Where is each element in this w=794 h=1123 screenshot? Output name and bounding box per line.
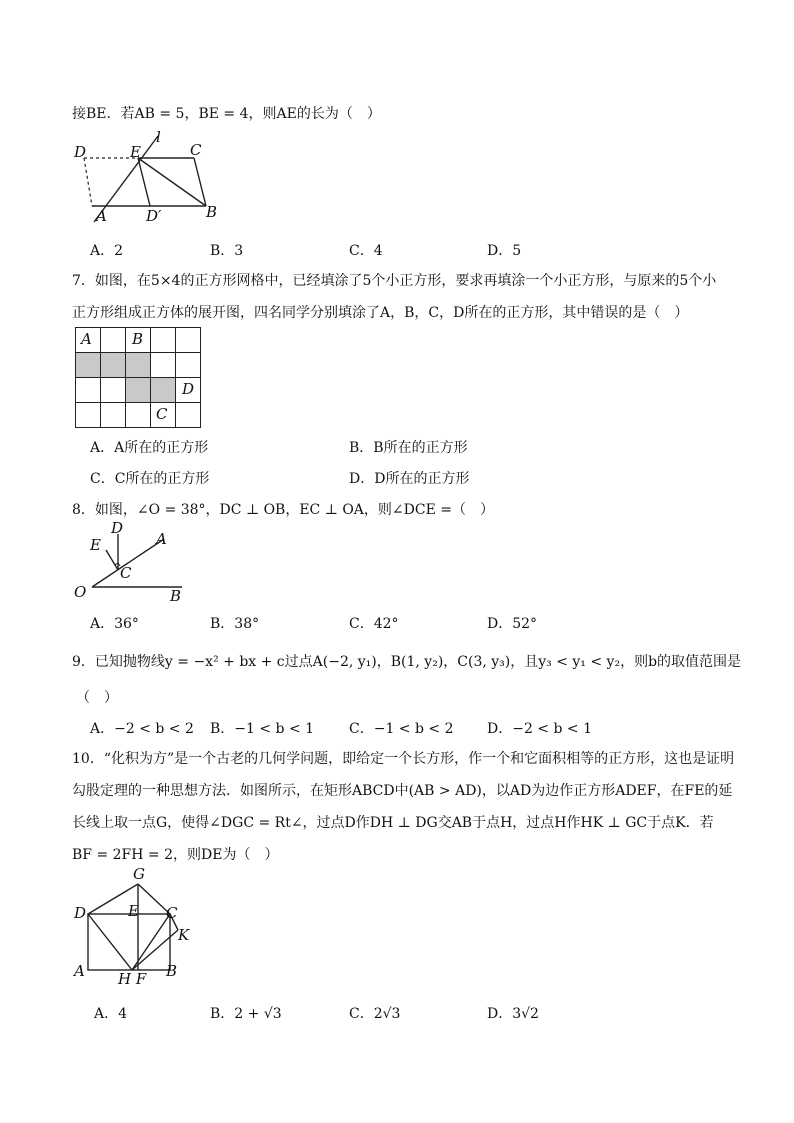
q10-label-D: D <box>74 904 87 922</box>
q7-option-d[interactable]: D．D所在的正方形 <box>349 471 470 487</box>
q6-option-a[interactable]: A．2 <box>90 243 124 259</box>
q8-figure <box>70 522 190 604</box>
q8-label-E: E <box>90 536 101 554</box>
grid-cell-shaded <box>100 352 126 378</box>
q9-option-d[interactable]: D．−2 < b < 1 <box>487 721 592 737</box>
grid-label-A: A <box>81 330 92 348</box>
q6-option-b[interactable]: B．3 <box>210 243 244 259</box>
q6-stem: 接BE．若AB = 5，BE = 4，则AE的长为（ ） <box>72 106 381 122</box>
grid-cell <box>150 327 176 353</box>
grid-label-D: D <box>182 380 195 398</box>
grid-cell <box>75 377 101 403</box>
q10-label-A: A <box>74 962 85 980</box>
q6-label-D: D <box>74 143 87 161</box>
q8-label-B: B <box>170 587 182 604</box>
grid-cell <box>100 377 126 403</box>
q6-label-A: A <box>96 207 107 225</box>
grid-label-C: C <box>156 405 168 423</box>
q6-label-B: B <box>206 203 218 221</box>
q8-line-EC <box>106 550 118 570</box>
q8-label-C: C <box>120 564 132 582</box>
q10-label-K: K <box>178 926 190 944</box>
grid-cell <box>175 352 201 378</box>
q10-option-d[interactable]: D．3√2 <box>487 1006 539 1022</box>
grid-cell <box>175 327 201 353</box>
q9-stem: 9．已知抛物线y = −x² + bx + c过点A(−2, y₁)，B(1, y₂)，C(3, y₃)，且y₃ < y₁ < y₂，则b的取值范围是 <box>72 654 742 670</box>
grid-label-B: B <box>132 330 144 348</box>
q10-stem-line4: BF = 2FH = 2，则DE为（ ） <box>72 847 279 863</box>
q10-option-c[interactable]: C．2√3 <box>349 1006 401 1022</box>
q8-option-b[interactable]: B．38° <box>210 616 260 632</box>
q10-option-b[interactable]: B．2 + √3 <box>210 1006 282 1022</box>
q7-option-a[interactable]: A．A所在的正方形 <box>90 440 209 456</box>
grid-cell-shaded <box>125 352 151 378</box>
q6-label-l: l <box>156 128 161 146</box>
q7-stem-line1: 7．如图，在5×4的正方形网格中，已经填涂了5个小正方形，要求再填涂一个小正方形，与原来的5个小 <box>72 273 717 289</box>
grid-cell <box>150 352 176 378</box>
q7-grid <box>75 327 201 427</box>
q9-option-a[interactable]: A．−2 < b < 2 <box>90 721 194 737</box>
q6-label-D2: D′ <box>146 207 162 225</box>
q10-line-DH <box>88 914 132 970</box>
q6-option-d[interactable]: D．5 <box>487 243 522 259</box>
q6-label-E: E <box>130 143 141 161</box>
q7-option-c[interactable]: C．C所在的正方形 <box>90 471 210 487</box>
q10-label-E: E <box>128 902 139 920</box>
q10-rect-ABCD <box>88 914 170 970</box>
q9-option-b[interactable]: B．−1 < b < 1 <box>210 721 315 737</box>
q10-option-a[interactable]: A．4 <box>94 1006 128 1022</box>
q8-stem: 8．如图，∠O = 38°，DC ⊥ OB，EC ⊥ OA，则∠DCE =（ ） <box>72 502 494 518</box>
q10-label-C: C <box>166 904 178 922</box>
q6-label-C: C <box>190 141 202 159</box>
grid-cell <box>75 402 101 428</box>
grid-cell-shaded <box>75 352 101 378</box>
grid-cell <box>100 402 126 428</box>
q10-stem-line2: 勾股定理的一种思想方法．如图所示，在矩形ABCD中(AB > AD)，以AD为边作正方形ADEF，在FE的延 <box>72 783 733 799</box>
q8-option-c[interactable]: C．42° <box>349 616 399 632</box>
q8-label-A: A <box>156 530 167 548</box>
q9-stem-line2: （ ） <box>76 690 118 706</box>
q6-option-c[interactable]: C．4 <box>349 243 383 259</box>
grid-cell <box>175 402 201 428</box>
grid-cell-shaded <box>125 377 151 403</box>
grid-cell <box>125 402 151 428</box>
q8-option-a[interactable]: A．36° <box>90 616 139 632</box>
q9-option-c[interactable]: C．−1 < b < 2 <box>349 721 454 737</box>
q10-stem-line3: 长线上取一点G，使得∠DGC = Rt∠，过点D作DH ⊥ DG交AB于点H，过点H作HK ⊥ GC于点K．若 <box>72 815 714 831</box>
q10-label-G: G <box>133 865 145 883</box>
q10-label-B: B <box>166 962 178 980</box>
q8-option-d[interactable]: D．52° <box>487 616 538 632</box>
q10-stem-line1: 10．“化积为方”是一个古老的几何学问题，即给定一个长方形，作一个和它面积相等的正方形，这也是证明 <box>72 751 735 767</box>
q7-option-b[interactable]: B．B所在的正方形 <box>349 440 468 456</box>
q8-label-O: O <box>74 583 87 601</box>
q8-label-D: D <box>111 522 124 537</box>
q6-figure <box>70 128 230 228</box>
q6-dashed-DA <box>84 158 92 206</box>
q10-figure <box>70 864 200 986</box>
grid-cell <box>100 327 126 353</box>
q10-label-HF: H F <box>118 970 147 986</box>
grid-cell-shaded <box>150 377 176 403</box>
q7-stem-line2: 正方形组成正方体的展开图，四名同学分别填涂了A，B，C，D所在的正方形，其中错误的是（ ） <box>72 305 689 321</box>
